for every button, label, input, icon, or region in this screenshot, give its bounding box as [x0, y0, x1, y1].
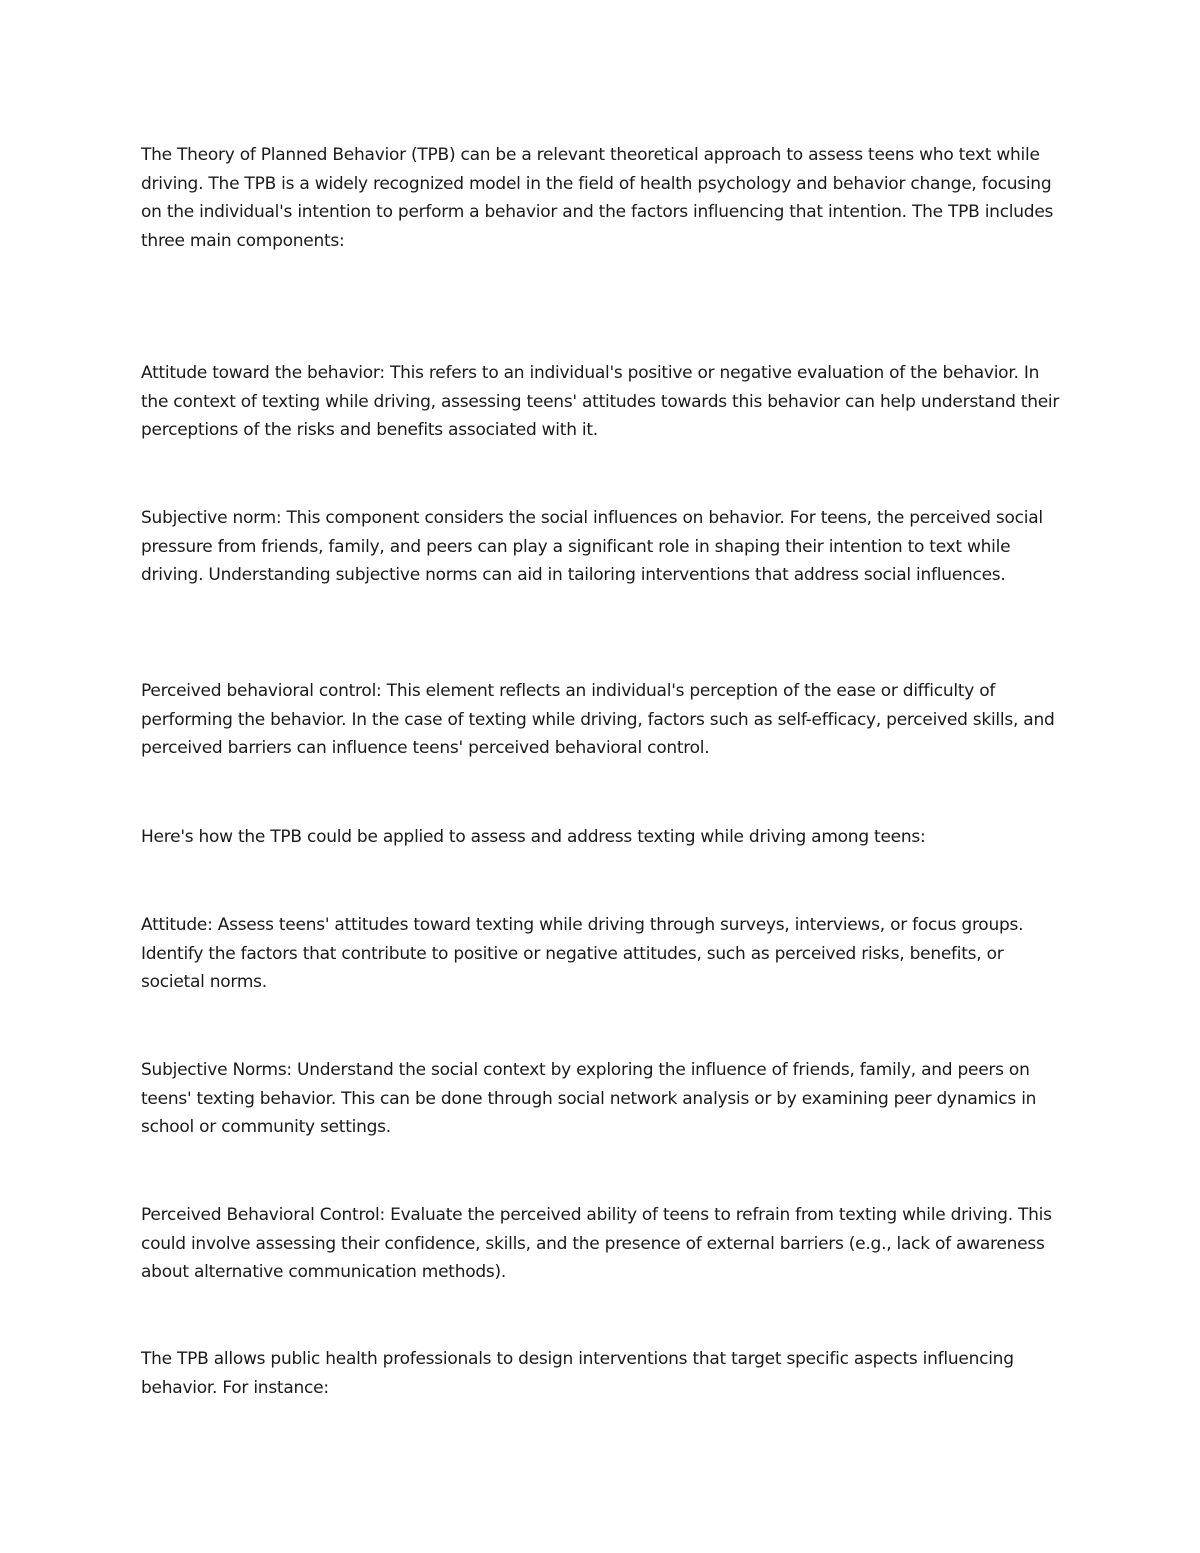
paragraph-perceived-control-application: Perceived Behavioral Control: Evaluate the perceived ability of teens to refrain from texting while driving. This could involve assessing their confidence, skills, and the presence of external barriers (e.g., lack of awareness about alternative communication methods).	[141, 1205, 1052, 1282]
paragraph-perceived-control-component: Perceived behavioral control: This element reflects an individual's perception of the ease or difficulty of performing the behavior. In the case of texting while driving, factors such as self-efficacy, perceived skills, and perceived barriers can influence teens' perceived behavioral control.	[141, 681, 1055, 758]
paragraph-subjective-norms-application: Subjective Norms: Understand the social context by exploring the influence of friends, family, and peers on teens' texting behavior. This can be done through social network analysis or by examining peer dynamics in school or community settings.	[141, 1060, 1037, 1137]
paragraph-interventions-lead: The TPB allows public health professionals to design interventions that target specific aspects influencing behavior. For instance:	[141, 1349, 1014, 1398]
paragraph-attitude-application: Attitude: Assess teens' attitudes toward texting while driving through surveys, interviews, or focus groups. Identify the factors that contribute to positive or negative attitudes, such as perceived risks, benefits, or societal norms.	[141, 915, 1024, 992]
paragraph-subjective-norm-component: Subjective norm: This component considers the social influences on behavior. For teens, the perceived social pressure from friends, family, and peers can play a significant role in shaping their intention to text while driving. Understanding subjective norms can aid in tailoring interventions that address social influences.	[141, 508, 1043, 585]
paragraph-attitude-component: Attitude toward the behavior: This refers to an individual's positive or negative evaluation of the behavior. In the context of texting while driving, assessing teens' attitudes towards this behavior can help understand their perceptions of the risks and benefits associated with it.	[141, 363, 1060, 440]
paragraph-intro: The Theory of Planned Behavior (TPB) can be a relevant theoretical approach to assess teens who text while driving. The TPB is a widely recognized model in the field of health psychology and behavior change, focusing on the individual's intention to perform a behavior and the factors influencing that intention. The TPB includes three main components:	[141, 145, 1054, 251]
paragraph-application-lead: Here's how the TPB could be applied to assess and address texting while driving among teens:	[141, 827, 926, 847]
